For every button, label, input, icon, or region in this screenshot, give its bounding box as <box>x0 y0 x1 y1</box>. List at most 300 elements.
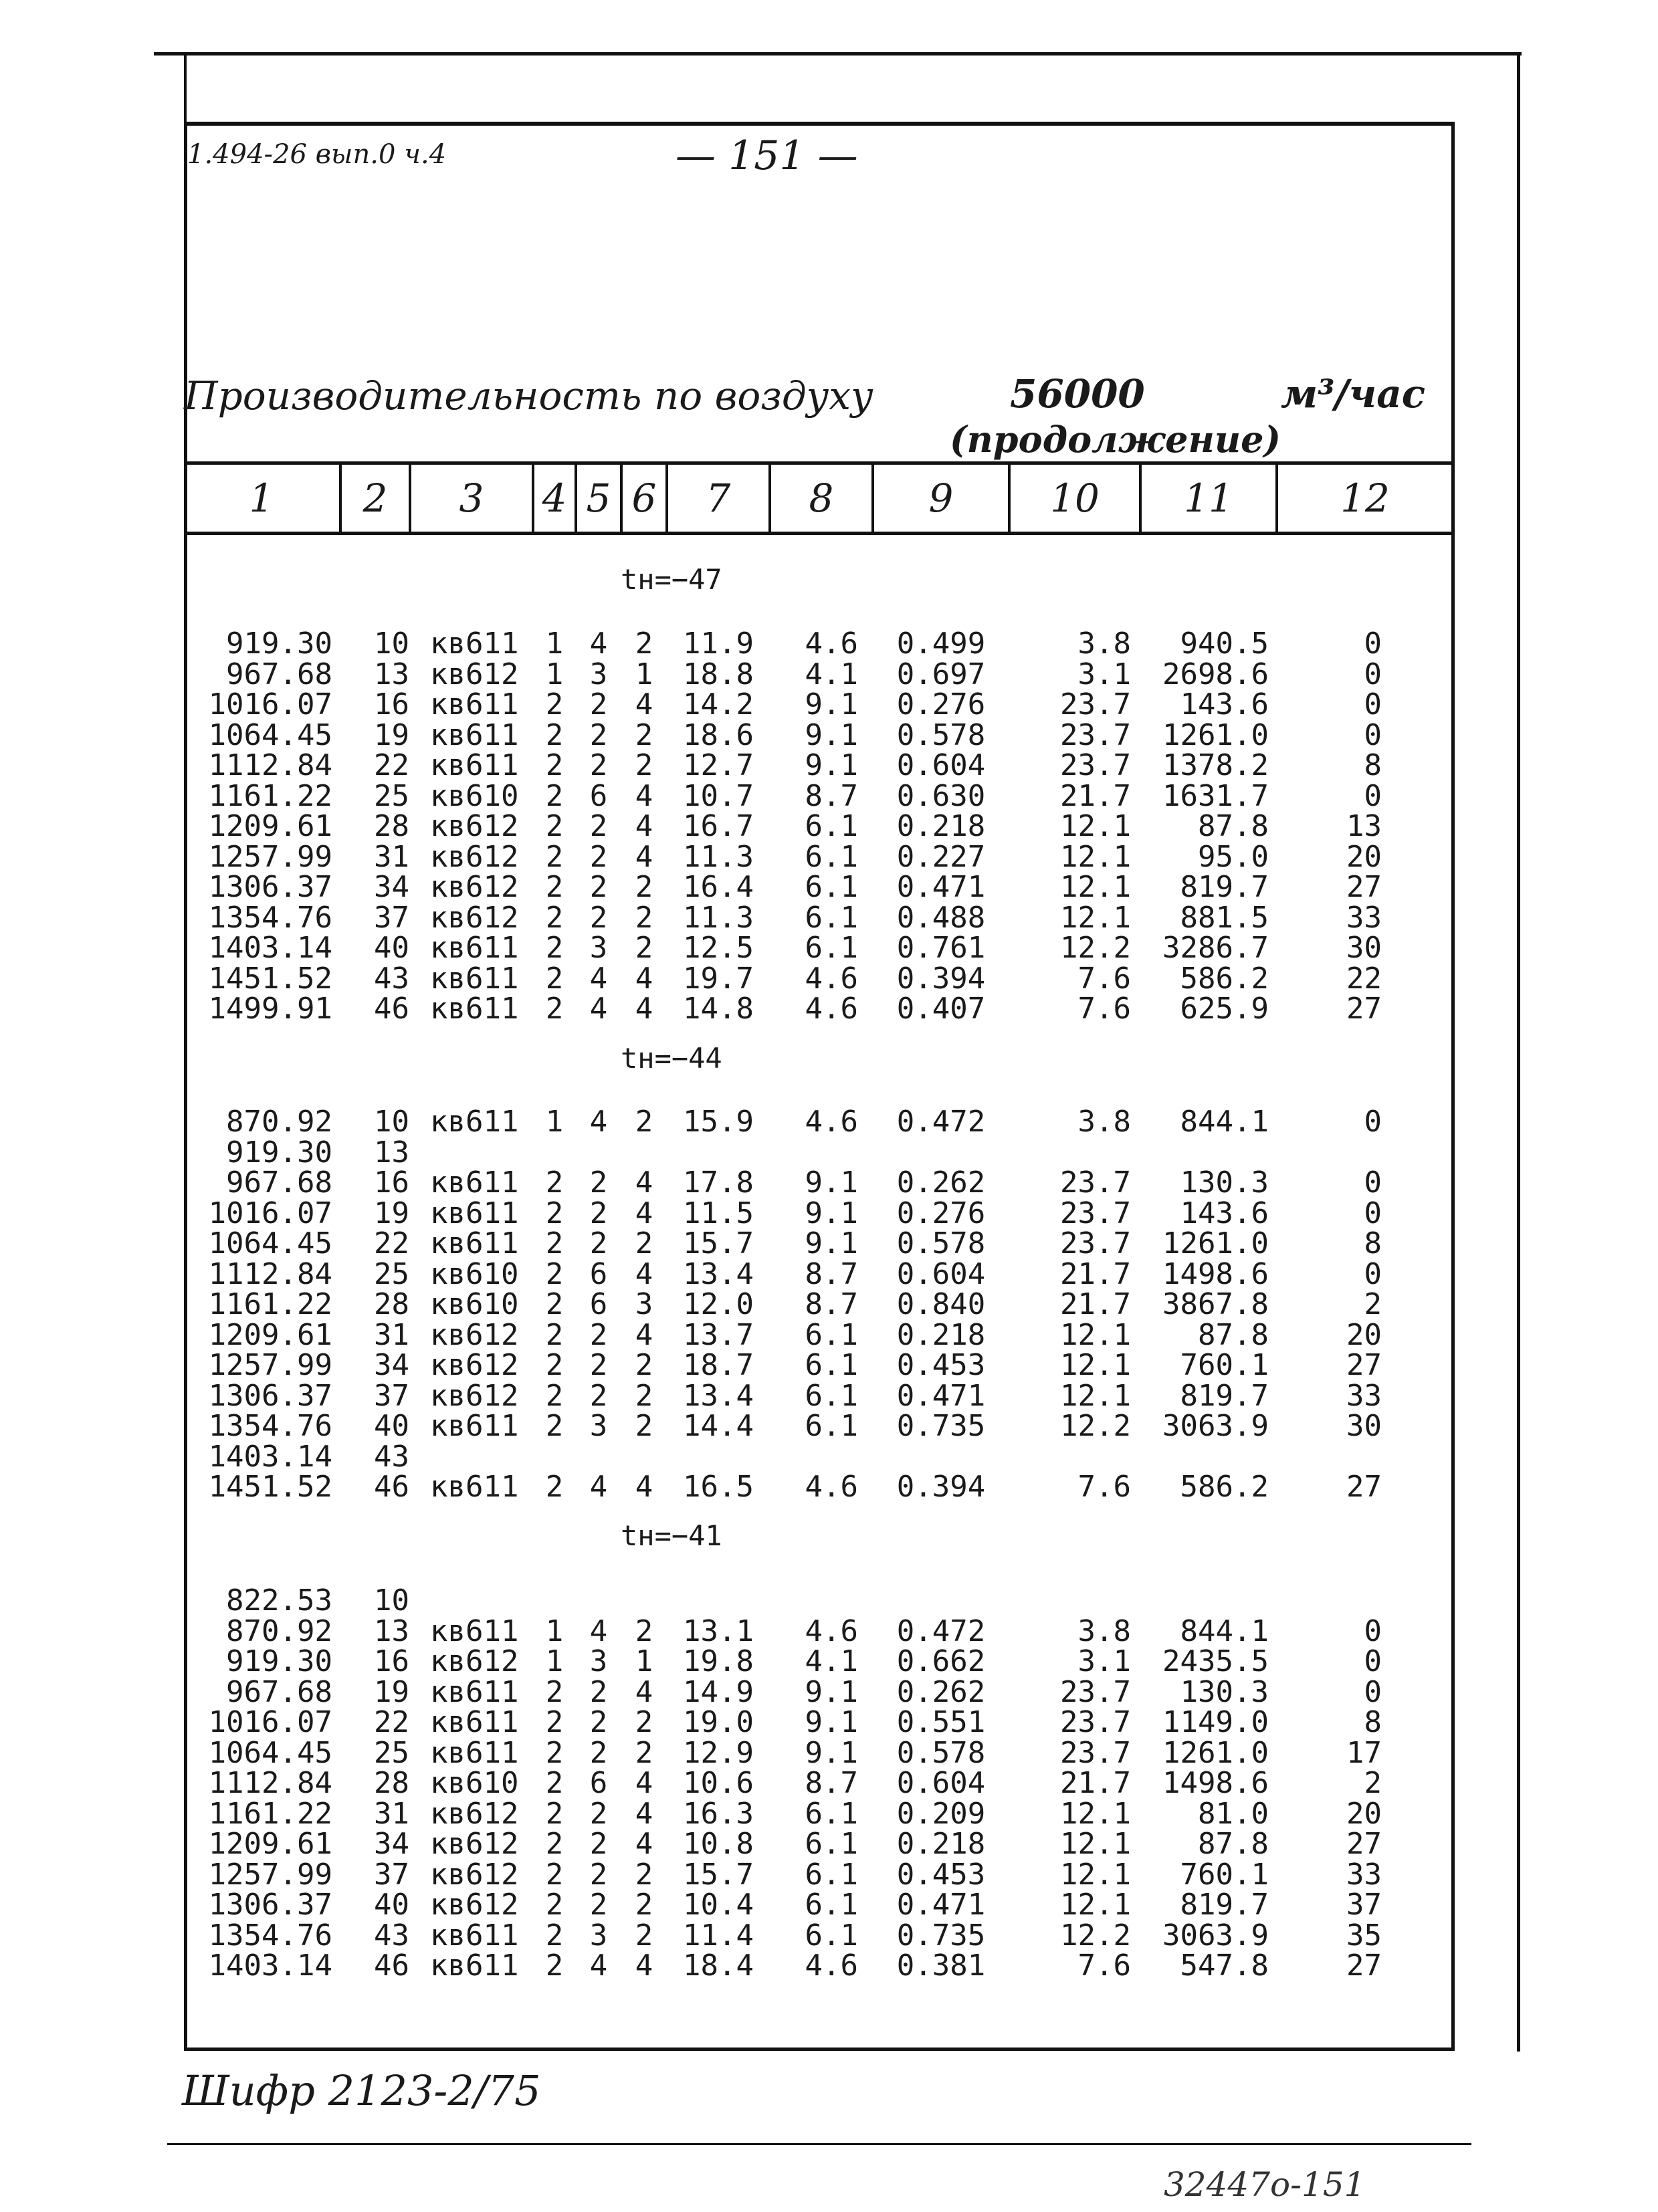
value-col1: 1257.99 <box>208 1348 332 1382</box>
value-col10: 12.1 <box>1060 1827 1131 1861</box>
value-col2: 19 <box>374 1674 409 1709</box>
table-row <box>184 1920 1455 1951</box>
value-col7: 11.3 <box>683 900 754 935</box>
value-col11: 625.9 <box>1180 992 1269 1026</box>
value-col1: 1257.99 <box>208 839 332 874</box>
table-row <box>184 1585 1455 1616</box>
type-col3: кв611 <box>430 1105 519 1139</box>
value-col4: 2 <box>545 992 564 1026</box>
value-col11: 586.2 <box>1180 1470 1269 1504</box>
value-col2: 46 <box>374 1470 409 1504</box>
value-col10: 23.7 <box>1060 1196 1131 1230</box>
type-col3: кв611 <box>430 992 519 1026</box>
value-col9: 0.662 <box>896 1644 986 1678</box>
value-col7: 12.9 <box>683 1735 754 1770</box>
value-col11: 130.3 <box>1180 1166 1269 1200</box>
value-col4: 2 <box>545 809 564 843</box>
value-col2: 28 <box>374 1766 409 1800</box>
value-col4: 2 <box>545 1226 564 1260</box>
value-col4: 2 <box>545 1827 564 1861</box>
value-col8: 6.1 <box>805 809 858 843</box>
value-col10: 7.6 <box>1077 1470 1131 1504</box>
value-col7: 16.7 <box>683 809 754 843</box>
value-col4: 2 <box>545 1196 564 1230</box>
value-col7: 10.8 <box>683 1827 754 1861</box>
value-col11: 819.7 <box>1180 1378 1269 1413</box>
value-col5: 3 <box>589 1918 608 1953</box>
table-row <box>184 1198 1455 1229</box>
value-col9: 0.218 <box>896 1827 986 1861</box>
value-col11: 844.1 <box>1180 1105 1269 1139</box>
value-col4: 2 <box>545 1674 564 1709</box>
value-col7: 18.4 <box>683 1949 754 1983</box>
value-col11: 2698.6 <box>1162 657 1269 691</box>
table-row <box>184 872 1455 903</box>
value-col11: 87.8 <box>1198 1317 1269 1352</box>
value-col1: 1403.14 <box>208 1949 332 1983</box>
value-col1: 967.68 <box>226 1166 332 1200</box>
value-col9: 0.218 <box>896 809 986 843</box>
value-col8: 9.1 <box>805 687 858 722</box>
value-col8: 9.1 <box>805 748 858 782</box>
col-header-4: 4 <box>542 475 567 521</box>
value-col8: 9.1 <box>805 1735 858 1770</box>
value-col12: 0 <box>1364 778 1382 813</box>
value-col1: 1354.76 <box>208 1409 332 1443</box>
value-col12: 27 <box>1346 870 1382 904</box>
value-col5: 4 <box>589 1470 608 1504</box>
type-col3: кв612 <box>430 1857 519 1892</box>
value-col5: 2 <box>589 1226 608 1260</box>
value-col10: 23.7 <box>1060 687 1131 722</box>
value-col5: 4 <box>589 627 608 661</box>
table-row <box>184 1890 1455 1920</box>
value-col4: 2 <box>545 1705 564 1739</box>
table-row <box>184 1439 1455 1474</box>
type-col3: кв611 <box>430 1735 519 1770</box>
value-col12: 0 <box>1364 1196 1382 1230</box>
value-col10: 21.7 <box>1060 1256 1131 1291</box>
value-col1: 919.30 <box>226 1644 332 1678</box>
value-col8: 4.6 <box>805 1949 858 1983</box>
table-row <box>184 1228 1455 1259</box>
value-col4: 2 <box>545 1256 564 1291</box>
value-col6: 4 <box>635 1766 653 1800</box>
data-table-section-47 <box>184 629 1455 1024</box>
value-col2: 31 <box>374 1317 409 1352</box>
value-col1: 1209.61 <box>208 1317 332 1352</box>
value-col11: 1498.6 <box>1162 1766 1269 1800</box>
value-col11: 2435.5 <box>1162 1644 1269 1678</box>
table-row <box>184 1796 1455 1831</box>
type-col3: кв611 <box>430 1674 519 1709</box>
value-col9: 0.276 <box>896 1196 986 1230</box>
type-col3: кв612 <box>430 1348 519 1382</box>
value-col10: 23.7 <box>1060 1735 1131 1770</box>
value-col6: 4 <box>635 1674 653 1709</box>
value-col1: 967.68 <box>226 657 332 691</box>
value-col1: 1161.22 <box>208 1796 332 1831</box>
col-header-2: 2 <box>362 475 388 521</box>
value-col5: 2 <box>589 1196 608 1230</box>
value-col1: 1354.76 <box>208 1918 332 1953</box>
value-col11: 87.8 <box>1198 809 1269 843</box>
value-col8: 4.1 <box>805 1644 858 1678</box>
value-col8: 6.1 <box>805 839 858 874</box>
value-col4: 1 <box>545 1644 564 1678</box>
value-col1: 1451.52 <box>208 1470 332 1504</box>
type-col3: кв611 <box>430 1470 519 1504</box>
value-col6: 3 <box>635 1287 653 1321</box>
value-col4: 2 <box>545 1857 564 1892</box>
value-col11: 130.3 <box>1180 1674 1269 1709</box>
value-col2: 25 <box>374 1256 409 1291</box>
column-header-row <box>184 461 1455 535</box>
value-col7: 15.7 <box>683 1857 754 1892</box>
value-col9: 0.488 <box>896 900 986 935</box>
value-col8: 9.1 <box>805 1674 858 1709</box>
value-col8: 4.6 <box>805 1470 858 1504</box>
value-col2: 22 <box>374 1705 409 1739</box>
value-col7: 14.4 <box>683 1409 754 1443</box>
value-col9: 0.227 <box>896 839 986 874</box>
value-col5: 2 <box>589 900 608 935</box>
value-col6: 4 <box>635 1470 653 1504</box>
data-table-section-41 <box>184 1585 1455 1981</box>
value-col7: 10.6 <box>683 1766 754 1800</box>
value-col8: 6.1 <box>805 900 858 935</box>
value-col9: 0.407 <box>896 992 986 1026</box>
value-col8: 9.1 <box>805 717 858 752</box>
value-col2: 31 <box>374 839 409 874</box>
value-col10: 7.6 <box>1077 961 1131 996</box>
value-col12: 13 <box>1346 809 1382 843</box>
value-col8: 9.1 <box>805 1705 858 1739</box>
col-header-1: 1 <box>249 475 274 521</box>
value-col10: 12.2 <box>1060 1918 1131 1953</box>
type-col3: кв611 <box>430 1196 519 1230</box>
value-col12: 30 <box>1346 931 1382 965</box>
value-col11: 819.7 <box>1180 1888 1269 1922</box>
value-col10: 3.1 <box>1077 657 1131 691</box>
value-col2: 25 <box>374 1735 409 1770</box>
value-col8: 6.1 <box>805 1348 858 1382</box>
value-col2: 13 <box>374 1614 409 1648</box>
value-col7: 18.8 <box>683 657 754 691</box>
value-col7: 15.9 <box>683 1105 754 1139</box>
value-col7: 13.7 <box>683 1317 754 1352</box>
value-col10: 3.8 <box>1077 1614 1131 1648</box>
value-col1: 919.30 <box>226 627 332 661</box>
value-col6: 4 <box>635 1827 653 1861</box>
type-col3: кв612 <box>430 870 519 904</box>
value-col2: 13 <box>374 1135 409 1170</box>
value-col9: 0.630 <box>896 778 986 813</box>
value-col10: 12.1 <box>1060 1796 1131 1831</box>
type-col3: кв612 <box>430 657 519 691</box>
value-col6: 4 <box>635 1256 653 1291</box>
value-col12: 27 <box>1346 1470 1382 1504</box>
value-col9: 0.381 <box>896 1949 986 1983</box>
table-row <box>184 1137 1455 1168</box>
value-col6: 2 <box>635 870 653 904</box>
value-col5: 3 <box>589 1409 608 1443</box>
value-col11: 87.8 <box>1198 1827 1269 1861</box>
value-col11: 1149.0 <box>1162 1705 1269 1739</box>
value-col8: 6.1 <box>805 1888 858 1922</box>
value-col4: 2 <box>545 1735 564 1770</box>
value-col12: 27 <box>1346 992 1382 1026</box>
value-col11: 547.8 <box>1180 1949 1269 1983</box>
value-col2: 37 <box>374 900 409 935</box>
table-row <box>184 994 1455 1024</box>
value-col8: 9.1 <box>805 1226 858 1260</box>
value-col1: 1112.84 <box>208 1256 332 1291</box>
value-col1: 967.68 <box>226 1674 332 1709</box>
table-row <box>184 1168 1455 1198</box>
value-col2: 40 <box>374 1409 409 1443</box>
value-col2: 19 <box>374 717 409 752</box>
value-col9: 0.604 <box>896 1256 986 1291</box>
value-col1: 1064.45 <box>208 1735 332 1770</box>
value-col11: 1631.7 <box>1162 778 1269 813</box>
value-col2: 40 <box>374 1888 409 1922</box>
value-col12: 0 <box>1364 627 1382 661</box>
value-col12: 0 <box>1364 1644 1382 1678</box>
value-col4: 1 <box>545 1105 564 1139</box>
value-col6: 2 <box>635 1409 653 1443</box>
value-col2: 10 <box>374 1583 409 1618</box>
value-col1: 1016.07 <box>208 1196 332 1230</box>
value-col4: 2 <box>545 1409 564 1443</box>
value-col9: 0.471 <box>896 1888 986 1922</box>
value-col12: 37 <box>1346 1888 1382 1922</box>
table-row <box>184 1674 1455 1709</box>
value-col9: 0.471 <box>896 1378 986 1413</box>
value-col9: 0.453 <box>896 1857 986 1892</box>
value-col1: 919.30 <box>226 1135 332 1170</box>
value-col9: 0.453 <box>896 1348 986 1382</box>
top-outer-rule <box>154 52 1522 56</box>
col-header-11: 11 <box>1184 475 1233 521</box>
value-col2: 31 <box>374 1796 409 1831</box>
value-col8: 6.1 <box>805 1827 858 1861</box>
value-col11: 760.1 <box>1180 1857 1269 1892</box>
value-col9: 0.578 <box>896 1735 986 1770</box>
capacity-value: 56000 <box>1010 371 1145 417</box>
value-col5: 6 <box>589 778 608 813</box>
value-col1: 1016.07 <box>208 687 332 722</box>
value-col1: 1451.52 <box>208 961 332 996</box>
value-col1: 822.53 <box>226 1583 332 1618</box>
type-col3: кв611 <box>430 1166 519 1200</box>
value-col6: 2 <box>635 748 653 782</box>
value-col7: 11.3 <box>683 839 754 874</box>
value-col11: 1261.0 <box>1162 1735 1269 1770</box>
value-col12: 0 <box>1364 1256 1382 1291</box>
value-col11: 1261.0 <box>1162 1226 1269 1260</box>
capacity-unit: м³/час <box>1281 371 1426 417</box>
value-col6: 2 <box>635 1105 653 1139</box>
value-col11: 3286.7 <box>1162 931 1269 965</box>
value-col5: 4 <box>589 961 608 996</box>
value-col7: 11.9 <box>683 627 754 661</box>
col-header-6: 6 <box>631 475 657 521</box>
value-col5: 2 <box>589 1378 608 1413</box>
type-col3: кв612 <box>430 1888 519 1922</box>
value-col7: 18.6 <box>683 717 754 752</box>
value-col11: 143.6 <box>1180 1196 1269 1230</box>
value-col10: 12.1 <box>1060 900 1131 935</box>
value-col10: 21.7 <box>1060 1287 1131 1321</box>
value-col9: 0.394 <box>896 1470 986 1504</box>
value-col8: 4.6 <box>805 1614 858 1648</box>
value-col9: 0.472 <box>896 1614 986 1648</box>
value-col8: 9.1 <box>805 1196 858 1230</box>
value-col8: 6.1 <box>805 1378 858 1413</box>
value-col7: 16.5 <box>683 1470 754 1504</box>
value-col12: 20 <box>1346 839 1382 874</box>
value-col9: 0.209 <box>896 1796 986 1831</box>
value-col1: 1161.22 <box>208 778 332 813</box>
value-col9: 0.578 <box>896 1226 986 1260</box>
type-col3: кв612 <box>430 1317 519 1352</box>
value-col10: 23.7 <box>1060 1166 1131 1200</box>
value-col6: 4 <box>635 961 653 996</box>
value-col6: 4 <box>635 687 653 722</box>
table-row <box>184 839 1455 874</box>
value-col2: 34 <box>374 870 409 904</box>
value-col12: 8 <box>1364 1705 1382 1739</box>
value-col7: 10.4 <box>683 1888 754 1922</box>
value-col5: 2 <box>589 1348 608 1382</box>
value-col12: 27 <box>1346 1348 1382 1382</box>
data-table-section-44 <box>184 1107 1455 1503</box>
value-col6: 2 <box>635 1735 653 1770</box>
value-col2: 43 <box>374 1439 409 1474</box>
type-col3: кв610 <box>430 778 519 813</box>
value-col5: 2 <box>589 1827 608 1861</box>
value-col1: 1306.37 <box>208 1378 332 1413</box>
value-col11: 1261.0 <box>1162 717 1269 752</box>
value-col10: 23.7 <box>1060 1226 1131 1260</box>
value-col6: 4 <box>635 992 653 1026</box>
value-col9: 0.262 <box>896 1166 986 1200</box>
type-col3: кв611 <box>430 1949 519 1983</box>
value-col6: 2 <box>635 1226 653 1260</box>
value-col12: 0 <box>1364 1614 1382 1648</box>
value-col2: 22 <box>374 748 409 782</box>
value-col4: 2 <box>545 870 564 904</box>
table-row <box>184 1289 1455 1320</box>
value-col4: 1 <box>545 657 564 691</box>
value-col6: 2 <box>635 627 653 661</box>
value-col8: 4.6 <box>805 1105 858 1139</box>
value-col2: 46 <box>374 992 409 1026</box>
type-col3: кв612 <box>430 1378 519 1413</box>
value-col6: 1 <box>635 657 653 691</box>
table-row <box>184 1707 1455 1738</box>
value-col9: 0.394 <box>896 961 986 996</box>
value-col6: 4 <box>635 839 653 874</box>
section-label-44: tн=−44 <box>621 1042 722 1075</box>
value-col10: 3.8 <box>1077 627 1131 661</box>
value-col2: 22 <box>374 1226 409 1260</box>
value-col10: 12.1 <box>1060 1378 1131 1413</box>
value-col4: 2 <box>545 1317 564 1352</box>
value-col6: 1 <box>635 1644 653 1678</box>
table-row <box>184 1646 1455 1677</box>
value-col10: 3.1 <box>1077 1644 1131 1678</box>
page-title: Производительность по воздуху <box>184 373 873 419</box>
type-col3: кв611 <box>430 1705 519 1739</box>
type-col3: кв611 <box>430 748 519 782</box>
value-col12: 0 <box>1364 1166 1382 1200</box>
bottom-outer-rule <box>167 2143 1471 2145</box>
type-col3: кв611 <box>430 687 519 722</box>
value-col10: 7.6 <box>1077 992 1131 1026</box>
type-col3: кв611 <box>430 931 519 965</box>
table-row <box>184 900 1455 935</box>
value-col6: 2 <box>635 1348 653 1382</box>
value-col5: 4 <box>589 1614 608 1648</box>
table-row <box>184 961 1455 996</box>
value-col2: 16 <box>374 1166 409 1200</box>
value-col4: 1 <box>545 1614 564 1648</box>
value-col8: 8.7 <box>805 1766 858 1800</box>
table-row <box>184 1768 1455 1799</box>
table-row <box>184 1951 1455 1981</box>
value-col6: 2 <box>635 1888 653 1922</box>
value-col7: 18.7 <box>683 1348 754 1382</box>
value-col9: 0.735 <box>896 1918 986 1953</box>
value-col2: 13 <box>374 657 409 691</box>
value-col9: 0.604 <box>896 1766 986 1800</box>
table-row <box>184 778 1455 813</box>
value-col6: 2 <box>635 1857 653 1892</box>
value-col12: 33 <box>1346 1378 1382 1413</box>
value-col2: 43 <box>374 1918 409 1953</box>
type-col3: кв611 <box>430 717 519 752</box>
value-col1: 1306.37 <box>208 870 332 904</box>
value-col5: 3 <box>589 657 608 691</box>
value-col9: 0.471 <box>896 870 986 904</box>
value-col2: 37 <box>374 1857 409 1892</box>
value-col1: 870.92 <box>226 1614 332 1648</box>
value-col7: 19.7 <box>683 961 754 996</box>
value-col9: 0.499 <box>896 627 986 661</box>
table-row <box>184 689 1455 720</box>
value-col4: 2 <box>545 900 564 935</box>
value-col1: 1016.07 <box>208 1705 332 1739</box>
type-col3: кв611 <box>430 627 519 661</box>
value-col6: 4 <box>635 1317 653 1352</box>
value-col4: 2 <box>545 748 564 782</box>
value-col8: 8.7 <box>805 1256 858 1291</box>
value-col1: 1161.22 <box>208 1287 332 1321</box>
value-col10: 23.7 <box>1060 1705 1131 1739</box>
value-col4: 2 <box>545 1348 564 1382</box>
col-header-12: 12 <box>1340 475 1390 521</box>
type-col3: кв610 <box>430 1766 519 1800</box>
value-col8: 9.1 <box>805 1166 858 1200</box>
cipher-label: Шифр 2123-2/75 <box>182 2066 541 2115</box>
type-col3: кв611 <box>430 1918 519 1953</box>
value-col6: 2 <box>635 717 653 752</box>
table-row <box>184 1472 1455 1503</box>
value-col8: 6.1 <box>805 1409 858 1443</box>
value-col11: 3063.9 <box>1162 1409 1269 1443</box>
